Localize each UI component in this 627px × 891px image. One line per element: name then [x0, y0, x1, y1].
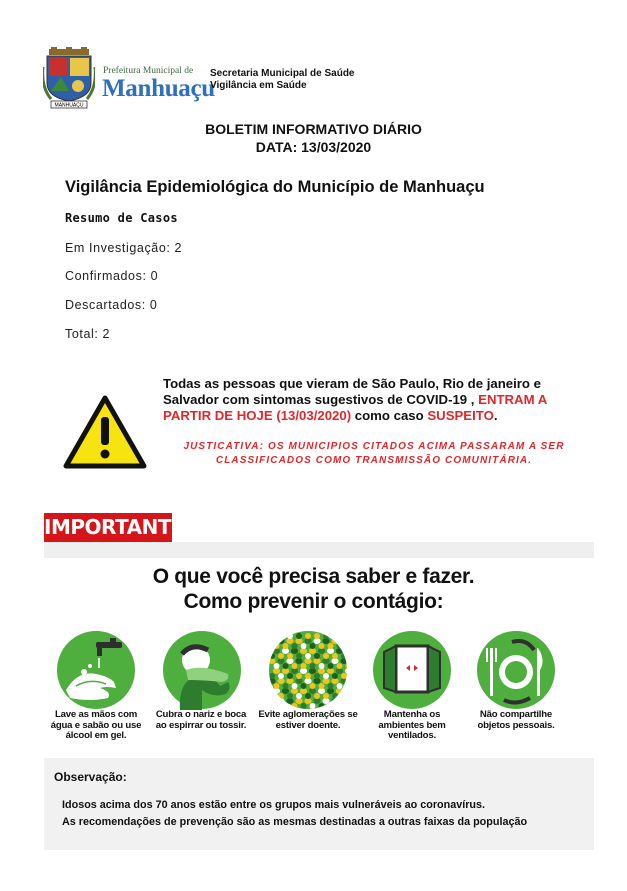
secretaria-label: Secretaria Municipal de Saúde	[210, 68, 355, 79]
observation-line: As recomendações de prevenção são as mesmas destinadas a outras faixas da população	[62, 816, 528, 828]
alert-suspect-word: SUSPEITO	[427, 408, 494, 423]
bulletin-title: BOLETIM INFORMATIVO DIÁRIO	[205, 121, 422, 137]
case-discarded: Descartados: 0	[65, 298, 158, 312]
case-investigation: Em Investigação: 2	[65, 241, 183, 255]
open-window-icon	[372, 630, 452, 710]
prevention-subtitle: Como prevenir o contágio:	[183, 590, 444, 613]
section-divider	[44, 542, 594, 558]
summary-heading: Vigilância Epidemiológica do Município de Manhuaçu	[65, 178, 485, 196]
alert-text-period: .	[493, 408, 498, 423]
tip-label: Mantenha os ambientes bem ventilados.	[378, 709, 446, 741]
crowd-icon	[268, 630, 348, 710]
observation-line: Idosos acima dos 70 anos estão entre os grupos mais vulneráveis ao coronavírus.	[62, 799, 486, 811]
crest-banner-text: MANHUAÇU	[54, 102, 84, 109]
city-crest-logo	[43, 47, 95, 109]
alert-text-emphasis: ENTRAM A PARTIR DE HOJE (13/03/2020)	[163, 392, 547, 423]
observation-title: Observação:	[54, 770, 127, 784]
cough-elbow-icon	[162, 630, 242, 710]
vigilancia-label: Vigilância em Saúde	[210, 80, 307, 91]
tip-label: Cubra o nariz e boca ao espirrar ou tossir.	[155, 709, 247, 731]
tip-label: Não compartilhe objetos pessoais.	[477, 709, 555, 731]
prevention-title: O que você precisa saber e fazer.	[152, 565, 475, 588]
prefeitura-label: Prefeitura Municipal de	[103, 66, 194, 76]
warning-icon	[63, 395, 147, 469]
tip-label: Lave as mãos com água e sabão ou use álcool em gel.	[50, 709, 142, 741]
bulletin-date: DATA: 13/03/2020	[255, 139, 372, 155]
cutlery-icon	[476, 630, 556, 710]
tip-label: Evite aglomerações se estiver doente.	[258, 709, 358, 731]
hand-washing-icon	[56, 630, 136, 710]
city-name-logo: Manhuaçu	[102, 75, 215, 102]
important-banner: IMPORTANTE	[44, 513, 172, 542]
alert-text-part-3: como caso	[354, 408, 424, 423]
summary-subheading: Resumo de Casos	[65, 211, 178, 225]
alert-text-part-1: Todas as pessoas que vieram de São Paulo, Rio de janeiro e Salvador com sintomas sugestivos de COVID-19 ,	[163, 376, 541, 407]
case-total: Total: 2	[65, 327, 111, 341]
alert-justification: JUSTICATIVA: OS MUNICIPIOS CITADOS ACIMA PASSARAM A SER CLASSIFICADOS COMO TRANSMISSÃO COMUNITÁRIA.	[183, 441, 565, 466]
alert-message	[163, 376, 593, 424]
case-confirmed: Confirmados: 0	[65, 269, 159, 283]
